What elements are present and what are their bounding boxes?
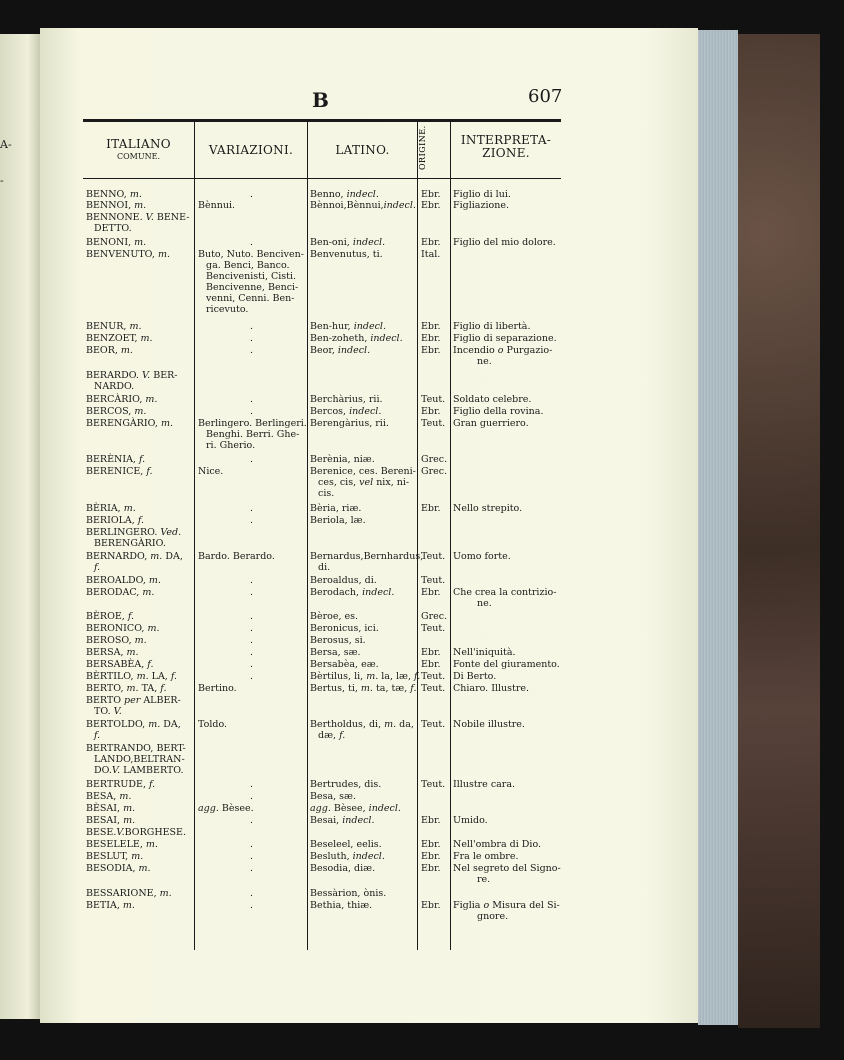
header-italiano <box>83 138 194 162</box>
interpretazione-cell: Nell'iniquità. <box>453 647 516 658</box>
table-top-rule <box>83 119 561 122</box>
origine-cell: Teut. <box>421 551 446 562</box>
italiano-cell: TO. V. <box>94 706 122 717</box>
header-bottom-rule <box>83 178 561 179</box>
italiano-cell: BESAI, m. <box>86 815 136 826</box>
variazioni-cell: Bertino. <box>198 683 237 694</box>
italiano-cell: BERODAC, m. <box>86 587 155 598</box>
italiano-cell: DO.V. LAMBERTO. <box>94 765 184 776</box>
latino-cell: Ben-zoheth, indecl. <box>310 333 403 344</box>
latino-cell: Berodach, indecl. <box>310 587 395 598</box>
italiano-cell: BERTRUDE, f. <box>86 779 156 790</box>
variazioni-cell: . <box>250 839 254 850</box>
origine-cell: Grec. <box>421 454 448 465</box>
variazioni-cell: . <box>250 888 254 899</box>
variazioni-cell: ri. Gherio. <box>206 440 256 451</box>
italiano-cell: f. <box>94 730 101 741</box>
italiano-cell: BERARDO. V. BER- <box>86 370 178 381</box>
latino-cell: Bersabèa, eæ. <box>310 659 379 670</box>
latino-cell: Bersa, sæ. <box>310 647 361 658</box>
origine-cell: Teut. <box>421 683 446 694</box>
latino-cell: Bethia, thiæ. <box>310 900 373 911</box>
italiano-cell: BESELELE, m. <box>86 839 158 850</box>
latino-cell: Berchàrius, rii. <box>310 394 383 405</box>
origine-cell: Ebr. <box>421 659 441 670</box>
origine-cell: Teut. <box>421 623 446 634</box>
latino-cell: Beseleel, eelis. <box>310 839 382 850</box>
variazioni-cell: . <box>250 587 254 598</box>
variazioni-cell: Bardo. Berardo. <box>198 551 275 562</box>
variazioni-cell: . <box>250 635 254 646</box>
italiano-cell: BERENGÀRIO. <box>94 538 166 549</box>
latino-cell: Berosus, si. <box>310 635 366 646</box>
italiano-cell: BENNOI, m. <box>86 200 147 211</box>
latino-cell: Bèrtilus, li, m. la, læ, f. <box>310 671 421 682</box>
italiano-cell: BESODIA, m. <box>86 863 151 874</box>
italiano-cell: BESSARIONE, m. <box>86 888 172 899</box>
variazioni-cell: . <box>250 671 254 682</box>
interpretazione-cell: Figlio della rovina. <box>453 406 544 417</box>
origine-cell: Teut. <box>421 779 446 790</box>
italiano-cell: BEROSO, m. <box>86 635 147 646</box>
latino-cell: Berengàrius, rii. <box>310 418 389 429</box>
latino-cell: Bèria, riæ. <box>310 503 362 514</box>
variazioni-cell: Bencivenisti, Cisti. <box>206 271 297 282</box>
book-cover <box>738 34 820 1028</box>
interpretazione-cell: Uomo forte. <box>453 551 511 562</box>
italiano-cell: BÈROE, f. <box>86 611 135 622</box>
origine-cell: Ebr. <box>421 333 441 344</box>
variazioni-cell: . <box>250 406 254 417</box>
header-latino <box>308 144 417 157</box>
variazioni-cell: . <box>250 333 254 344</box>
italiano-cell: BESLUT, m. <box>86 851 144 862</box>
interpretazione-cell: Gran guerriero. <box>453 418 529 429</box>
origine-cell: Teut. <box>421 394 446 405</box>
latino-cell: cis. <box>318 488 335 499</box>
interpretazione-cell: Fonte del giuramento. <box>453 659 560 670</box>
origine-cell: Teut. <box>421 575 446 586</box>
latino-cell: Bessàrion, ònis. <box>310 888 387 899</box>
interpretazione-cell: Figliazione. <box>453 200 509 211</box>
italiano-cell: BERENICE, f. <box>86 466 153 477</box>
latino-cell: Berènia, niæ. <box>310 454 375 465</box>
origine-cell: Ebr. <box>421 900 441 911</box>
italiano-cell: BERTOLDO, m. DA, <box>86 719 181 730</box>
header-origine-label: ORIGINE. <box>418 125 427 170</box>
interpretazione-cell: Nell'ombra di Dio. <box>453 839 542 850</box>
italiano-cell: BERTO, m. TA, f. <box>86 683 167 694</box>
latino-cell: Bertus, ti, m. ta, tæ, f. <box>310 683 417 694</box>
header-origine <box>412 124 436 176</box>
origine-cell: Grec. <box>421 611 448 622</box>
italiano-cell: BÈRTILO, m. LA, f. <box>86 671 178 682</box>
latino-cell: Besa, sæ. <box>310 791 357 802</box>
italiano-cell: BETIA, m. <box>86 900 135 911</box>
variazioni-cell: . <box>250 321 254 332</box>
page-number: 607 <box>528 86 563 107</box>
italiano-cell: NARDO. <box>94 381 135 392</box>
variazioni-cell: . <box>250 345 254 356</box>
variazioni-cell: Buto, Nuto. Benciven- <box>198 249 304 260</box>
italiano-cell: BERONICO, m. <box>86 623 160 634</box>
interpretazione-cell: Nello strepito. <box>453 503 523 514</box>
interpretazione-cell: Figlio di libertà. <box>453 321 531 332</box>
interpretazione-cell: Incendio o Purgazio- <box>453 345 553 356</box>
latino-cell: Benno, indecl. <box>310 189 379 200</box>
latino-cell: Besluth, indecl. <box>310 851 385 862</box>
origine-cell: Ebr. <box>421 321 441 332</box>
interpretazione-cell: Di Berto. <box>453 671 497 682</box>
interpretazione-cell: Chiaro. Illustre. <box>453 683 530 694</box>
latino-cell: Bèroe, es. <box>310 611 359 622</box>
variazioni-cell: . <box>250 659 254 670</box>
right-page <box>40 28 698 1023</box>
variazioni-cell: . <box>250 863 254 874</box>
variazioni-cell: . <box>250 815 254 826</box>
interpretazione-cell: Umido. <box>453 815 488 826</box>
variazioni-cell: . <box>250 503 254 514</box>
italiano-cell: LANDO,BELTRAN- <box>94 754 185 765</box>
variazioni-cell: Berlingero. Berlingeri. <box>198 418 307 429</box>
page-letter: B <box>312 88 329 112</box>
page-edges <box>698 30 738 1025</box>
latino-cell: Berenice, ces. Bereni- <box>310 466 416 477</box>
latino-cell: Bernardus,Bernhardus, <box>310 551 424 562</box>
origine-cell: Ebr. <box>421 189 441 200</box>
italiano-cell: BÈRIA, m. <box>86 503 136 514</box>
latino-cell: Besodia, diæ. <box>310 863 376 874</box>
latino-cell: Bercos, indecl. <box>310 406 382 417</box>
italiano-cell: BEOR, m. <box>86 345 133 356</box>
italiano-cell: BESE.V.BORGHESE. <box>86 827 186 838</box>
column-divider <box>194 122 195 950</box>
italiano-cell: BENNO, m. <box>86 189 142 200</box>
italiano-cell: BEROALDO, m. <box>86 575 161 586</box>
variazioni-cell: . <box>250 851 254 862</box>
variazioni-cell: agg. Bèsee. <box>198 803 254 814</box>
variazioni-cell: Nice. <box>198 466 224 477</box>
variazioni-cell: . <box>250 623 254 634</box>
latino-cell: dæ, f. <box>318 730 346 741</box>
italiano-cell: BERNARDO, m. DA, <box>86 551 183 562</box>
interpretazione-cell: Illustre cara. <box>453 779 516 790</box>
header-italiano-label: ITALIANO <box>106 137 171 151</box>
origine-cell: Ebr. <box>421 839 441 850</box>
interpretazione-cell: Nel segreto del Signo- <box>453 863 561 874</box>
variazioni-cell: . <box>250 791 254 802</box>
latino-cell: Ben-hur, indecl. <box>310 321 386 332</box>
origine-cell: Teut. <box>421 418 446 429</box>
variazioni-cell: . <box>250 394 254 405</box>
origine-cell: Ebr. <box>421 647 441 658</box>
latino-cell: Beronicus, ici. <box>310 623 379 634</box>
variazioni-cell: venni, Cenni. Ben- <box>206 293 295 304</box>
italiano-cell: BERTRANDO, BERT- <box>86 743 186 754</box>
variazioni-cell: . <box>250 515 254 526</box>
column-divider <box>307 122 308 950</box>
origine-cell: Ebr. <box>421 815 441 826</box>
variazioni-cell: . <box>250 647 254 658</box>
latino-cell: Beroaldus, di. <box>310 575 377 586</box>
interpretazione-cell: Figlio di separazione. <box>453 333 557 344</box>
variazioni-cell: ga. Benci, Banco. <box>206 260 290 271</box>
origine-cell: Ebr. <box>421 587 441 598</box>
italiano-cell: BENUR, m. <box>86 321 142 332</box>
interpretazione-cell: Che crea la contrizio- <box>453 587 557 598</box>
latino-cell: Besai, indecl. <box>310 815 375 826</box>
variazioni-cell: Bencivenne, Benci- <box>206 282 299 293</box>
italiano-cell: BESA, m. <box>86 791 132 802</box>
header-italiano-sub: COMUNE. <box>117 152 160 161</box>
italiano-cell: BERSABÈA, f. <box>86 659 154 670</box>
latino-cell: ces, cis, vel nix, ni- <box>318 477 410 488</box>
italiano-cell: BERCOS, m. <box>86 406 147 417</box>
header-interpretazione-line1: INTERPRETA- <box>460 133 552 147</box>
variazioni-cell: . <box>250 575 254 586</box>
origine-cell: Ebr. <box>421 237 441 248</box>
italiano-cell: BERTO per ALBER- <box>86 695 181 706</box>
italiano-cell: BENZOET, m. <box>86 333 153 344</box>
italiano-cell: BENONI, m. <box>86 237 147 248</box>
interpretazione-cell: Nobile illustre. <box>453 719 525 730</box>
origine-cell: Ital. <box>421 249 441 260</box>
latino-cell: Bènnoi,Bènnui,indecl. <box>310 200 416 211</box>
italiano-cell: BERLINGERO. Ved. <box>86 527 182 538</box>
italiano-cell: BENNONE. V. BENE- <box>86 212 190 223</box>
italiano-cell: BERÈNIA, f. <box>86 454 146 465</box>
column-divider <box>417 122 418 950</box>
variazioni-cell: Toldo. <box>198 719 228 730</box>
italiano-cell: BÈSAI, m. <box>86 803 136 814</box>
left-page-fragment: A- <box>0 138 12 151</box>
latino-cell: Beriola, læ. <box>310 515 366 526</box>
italiano-cell: f. <box>94 562 101 573</box>
variazioni-cell: . <box>250 189 254 200</box>
interpretazione-cell: ne. <box>477 356 492 367</box>
origine-cell: Ebr. <box>421 863 441 874</box>
interpretazione-cell: Figlio di lui. <box>453 189 511 200</box>
interpretazione-cell: re. <box>477 874 491 885</box>
latino-cell: Ben-oni, indecl. <box>310 237 386 248</box>
variazioni-cell: . <box>250 779 254 790</box>
variazioni-cell: . <box>250 611 254 622</box>
header-interpretazione-line2: ZIONE. <box>482 146 530 160</box>
left-page <box>0 34 40 1019</box>
header-variazioni-label: VARIAZIONI. <box>208 143 294 157</box>
header-variazioni <box>195 144 307 157</box>
variazioni-cell: . <box>250 237 254 248</box>
interpretazione-cell: gnore. <box>477 911 509 922</box>
italiano-cell: BERIOLA, f. <box>86 515 145 526</box>
origine-cell: Teut. <box>421 671 446 682</box>
italiano-cell: BERENGÀRIO, m. <box>86 418 173 429</box>
origine-cell: Teut. <box>421 719 446 730</box>
origine-cell: Grec. <box>421 466 448 477</box>
origine-cell: Ebr. <box>421 851 441 862</box>
variazioni-cell: Bènnui. <box>198 200 236 211</box>
italiano-cell: BERCÀRIO, m. <box>86 394 158 405</box>
variazioni-cell: . <box>250 454 254 465</box>
origine-cell: Ebr. <box>421 345 441 356</box>
left-page-fragment: - <box>0 174 4 187</box>
latino-cell: di. <box>318 562 331 573</box>
column-divider <box>450 122 451 950</box>
interpretazione-cell: Fra le ombre. <box>453 851 519 862</box>
latino-cell: Bertrudes, dis. <box>310 779 382 790</box>
interpretazione-cell: Figlio del mio dolore. <box>453 237 556 248</box>
interpretazione-cell: Figlia o Misura del Si- <box>453 900 560 911</box>
latino-cell: Benvenutus, ti. <box>310 249 383 260</box>
origine-cell: Ebr. <box>421 503 441 514</box>
header-latino-label: LATINO. <box>335 143 390 157</box>
origine-cell: Ebr. <box>421 406 441 417</box>
header-interpretazione <box>451 134 561 160</box>
interpretazione-cell: ne. <box>477 598 492 609</box>
italiano-cell: DETTO. <box>94 223 132 234</box>
origine-cell: Ebr. <box>421 200 441 211</box>
italiano-cell: BERSA, m. <box>86 647 139 658</box>
variazioni-cell: ricevuto. <box>206 304 249 315</box>
latino-cell: Beor, indecl. <box>310 345 371 356</box>
variazioni-cell: Benghi. Berri. Ghe- <box>206 429 300 440</box>
italiano-cell: BENVENUTO, m. <box>86 249 170 260</box>
variazioni-cell: . <box>250 900 254 911</box>
latino-cell: Bertholdus, di, m. da, <box>310 719 414 730</box>
interpretazione-cell: Soldato celebre. <box>453 394 532 405</box>
latino-cell: agg. Bèsee, indecl. <box>310 803 401 814</box>
